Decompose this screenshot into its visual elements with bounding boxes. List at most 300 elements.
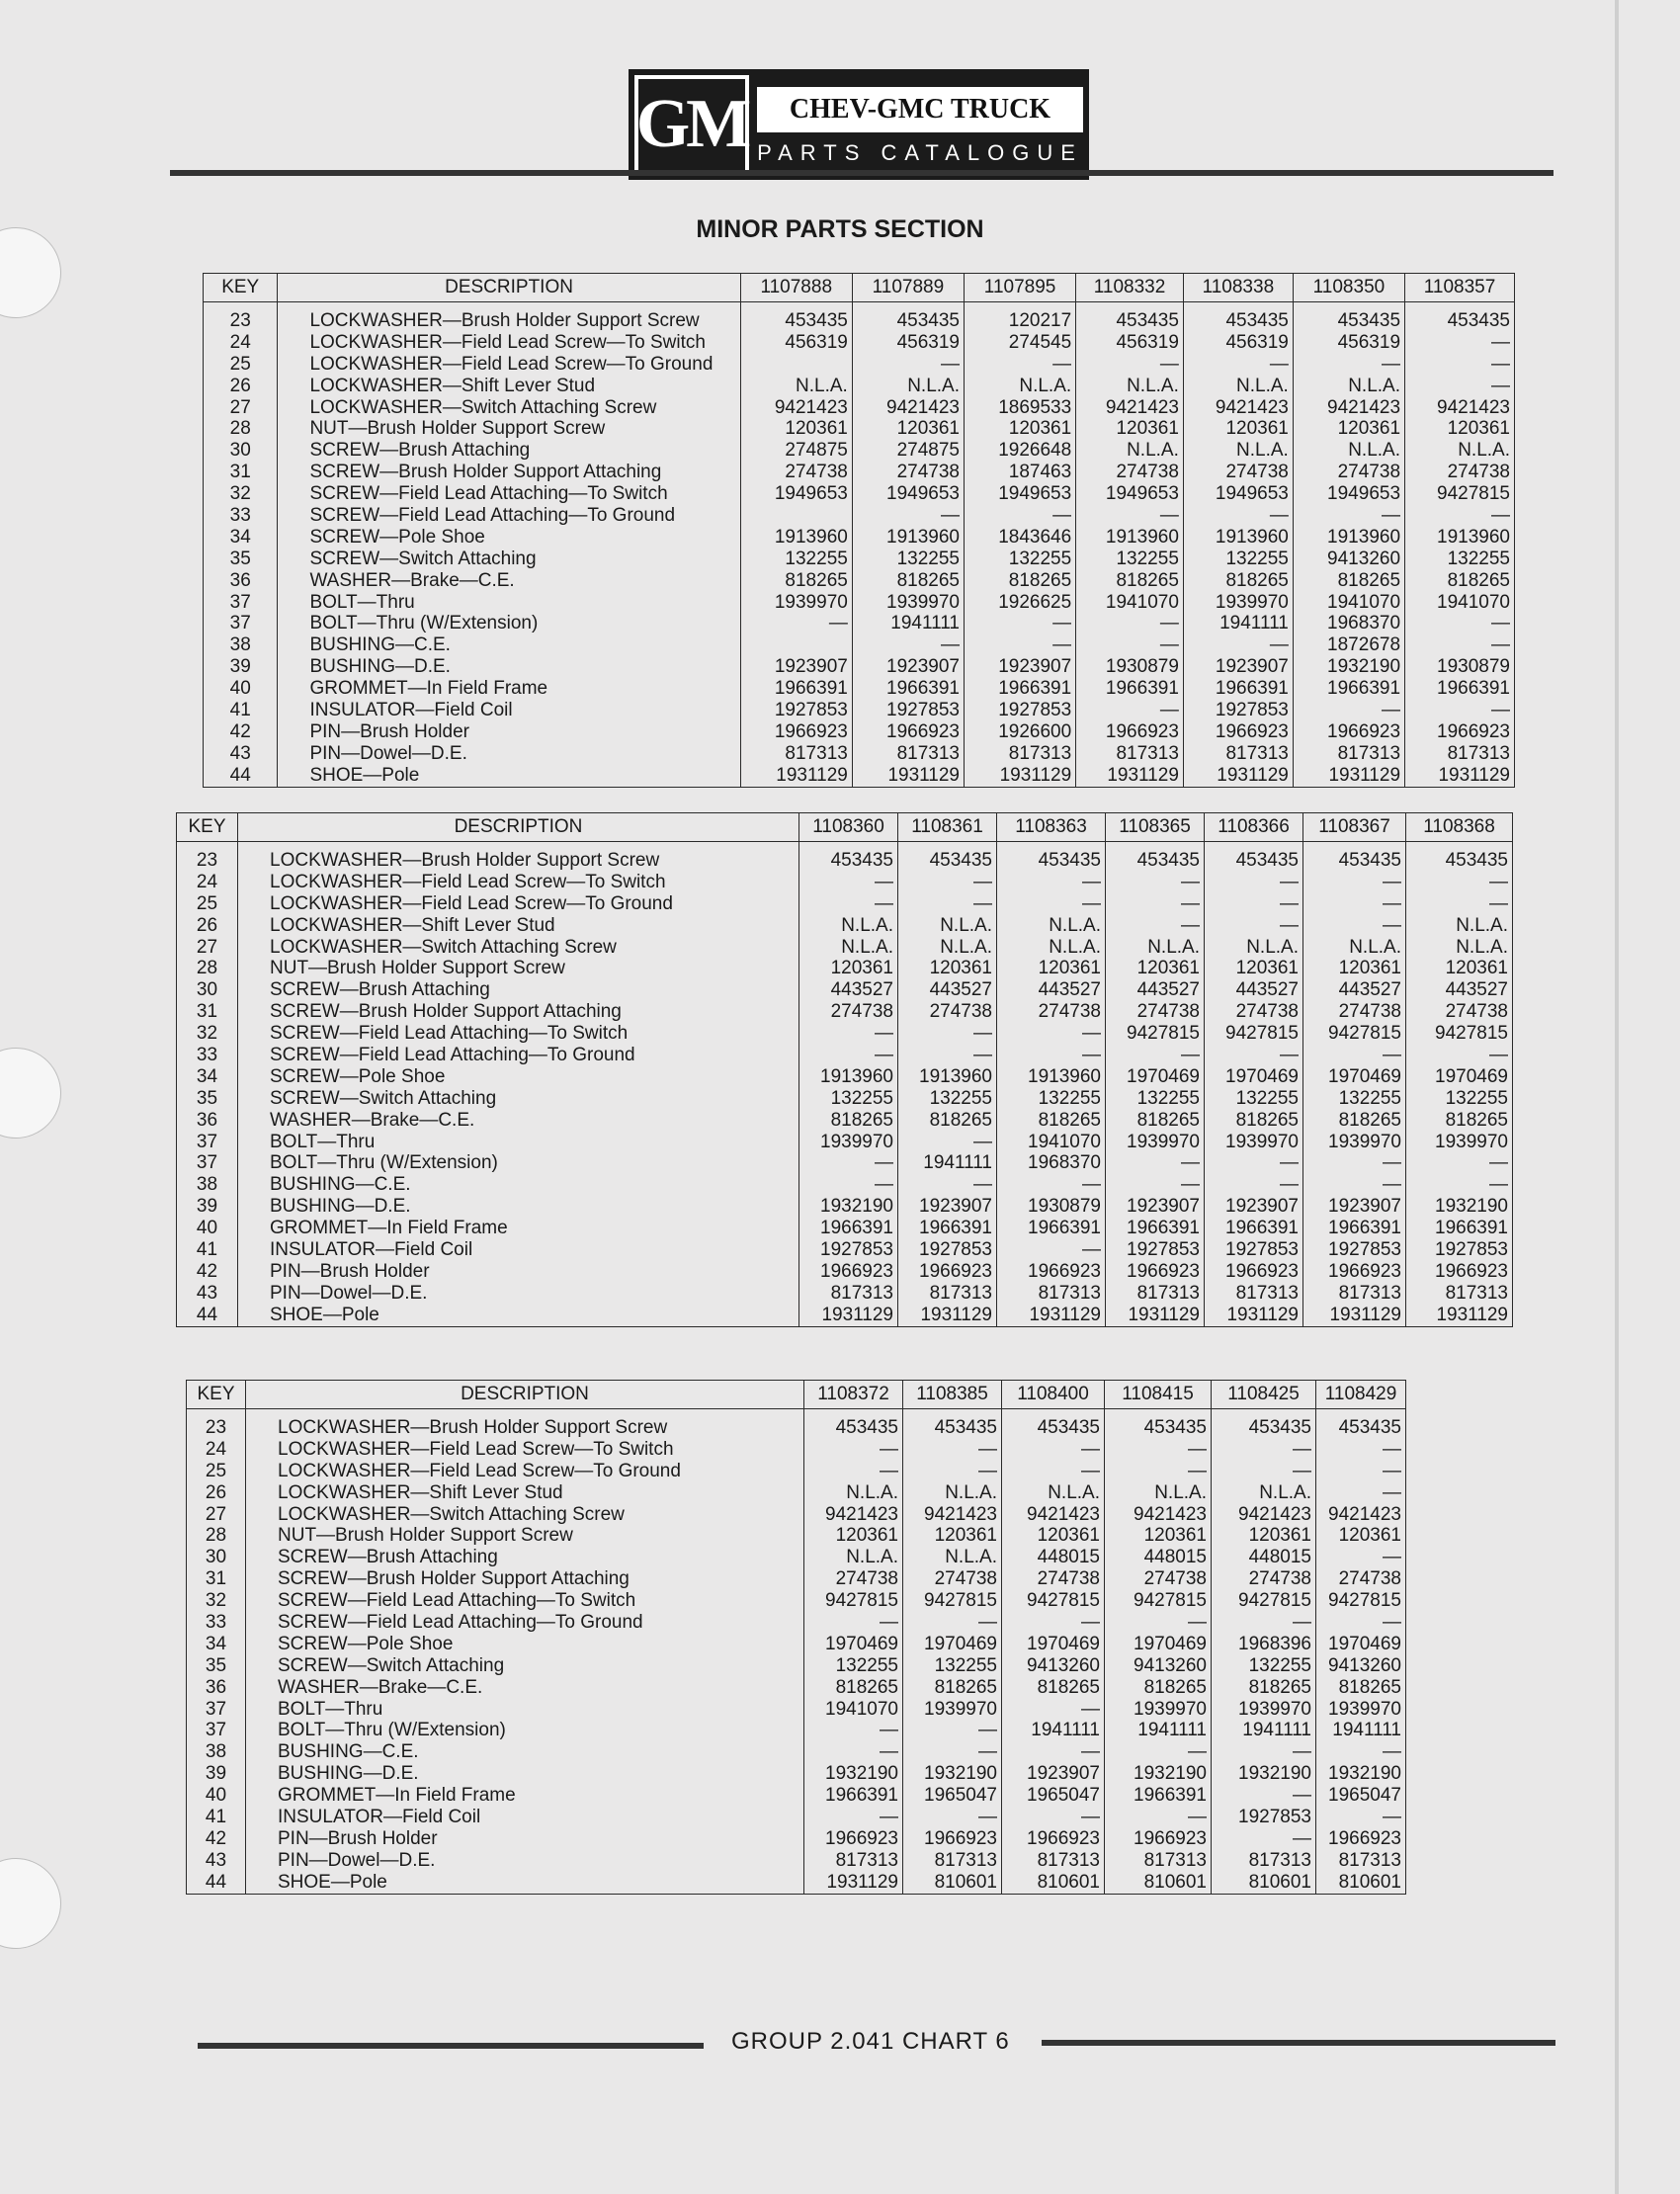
part-number-cell: — (1188, 1460, 1207, 1481)
key-cell: 32 (229, 483, 251, 505)
part-number-cell: 817313 (934, 1849, 997, 1871)
part-number-cell: 1970469 (1435, 1065, 1508, 1087)
part-number-cell: 1966923 (1127, 1260, 1200, 1282)
part-number-cell: 818265 (1445, 1109, 1508, 1131)
description-cell: SHOE—Pole (278, 1871, 387, 1893)
part-number-cell: 1872678 (1327, 634, 1401, 656)
part-number-cell: — (875, 1045, 893, 1066)
part-number-cell: 453435 (896, 310, 960, 331)
part-number-cell: — (880, 1720, 898, 1741)
part-number-cell: — (1081, 1807, 1100, 1828)
part-number-cell: 817313 (1337, 742, 1401, 764)
part-number-cell: 818265 (934, 1676, 997, 1698)
key-cell: 39 (229, 656, 251, 678)
description-cell: NUT—Brush Holder Support Screw (270, 958, 565, 979)
part-number-cell: 120361 (1136, 958, 1200, 979)
part-number-cell: 1939970 (774, 591, 848, 613)
part-number-cell: 1923907 (886, 656, 960, 678)
part-number-cell: — (1181, 914, 1200, 936)
part-number-cell: — (1082, 892, 1101, 914)
description-cell: INSULATOR—Field Coil (270, 1239, 473, 1261)
part-number-cell: N.L.A. (796, 375, 848, 396)
part-number-cell: 1913960 (1215, 526, 1289, 548)
part-number-cell: 1966923 (1225, 1260, 1299, 1282)
key-cell: 28 (205, 1525, 227, 1547)
key-cell: 41 (196, 1239, 218, 1261)
part-number-cell: 1931129 (1226, 1304, 1299, 1325)
part-number-cell: 443527 (1338, 979, 1401, 1001)
part-number-cell: 1966923 (825, 1827, 898, 1849)
part-number-cell: 9421423 (1328, 1503, 1401, 1525)
part-number-cell: 1968370 (1028, 1152, 1101, 1174)
part-number-cell: 1941111 (1031, 1720, 1100, 1741)
part-number-cell: 274738 (785, 462, 848, 483)
part-number-cell: 1930879 (1105, 656, 1179, 678)
part-number-column (1316, 1409, 1406, 1895)
description-cell: LOCKWASHER—Field Lead Screw—To Switch (270, 871, 666, 892)
part-number-cell: 1949653 (1327, 483, 1401, 505)
header-rule (170, 170, 1554, 176)
part-number-cell: 1927853 (998, 700, 1072, 721)
key-cell: 36 (229, 569, 251, 591)
key-cell: 36 (196, 1109, 218, 1131)
part-number-cell: — (828, 613, 848, 634)
key-cell: 33 (205, 1612, 227, 1634)
part-number-cell: 453435 (1337, 310, 1401, 331)
part-number-cell: 1913960 (774, 526, 848, 548)
part-number-cell: — (875, 1152, 893, 1174)
description-cell: LOCKWASHER—Switch Attaching Screw (278, 1503, 625, 1525)
part-number-cell: 1966391 (1437, 678, 1510, 700)
description-cell: SCREW—Switch Attaching (278, 1654, 505, 1676)
part-number-cell: 1970469 (1328, 1633, 1401, 1654)
part-number-column (1105, 1409, 1212, 1895)
part-number-cell: 1931129 (1128, 1304, 1200, 1325)
part-number-cell: 1939970 (924, 1698, 997, 1720)
gm-logo: GM (634, 75, 749, 174)
part-number-cell: 1869533 (998, 396, 1072, 418)
key-cell: 33 (196, 1045, 218, 1066)
part-number-cell: 120361 (830, 958, 893, 979)
description-cell: PIN—Dowel—D.E. (309, 742, 467, 764)
part-number-cell: N.L.A. (1348, 440, 1401, 462)
key-cell: 26 (205, 1481, 227, 1503)
part-number-cell: 120361 (835, 1525, 898, 1547)
description-cell: BOLT—Thru (W/Extension) (278, 1720, 506, 1741)
part-number-cell: 1927853 (774, 700, 848, 721)
part-number-column (1406, 842, 1513, 1327)
part-number-cell: — (1382, 700, 1401, 721)
part-number-cell: 818265 (1116, 569, 1179, 591)
part-number-cell: 810601 (1143, 1871, 1207, 1893)
part-number-cell: 132255 (1445, 1087, 1508, 1109)
part-number-cell: — (1489, 892, 1508, 914)
part-number-cell: 1931129 (999, 764, 1072, 786)
part-number-cell: 817313 (1037, 1849, 1100, 1871)
part-number-cell: N.L.A. (846, 1547, 898, 1568)
part-number-cell: 1970469 (1225, 1065, 1299, 1087)
part-number-cell: 818265 (1143, 1676, 1207, 1698)
key-cell: 32 (205, 1590, 227, 1612)
part-number-cell: — (1383, 1547, 1401, 1568)
part-number-cell: 120361 (1037, 1525, 1100, 1547)
key-cell: 43 (229, 742, 251, 764)
footer-rule-left (198, 2043, 704, 2049)
part-number-cell: 1966391 (774, 678, 848, 700)
description-cell: BOLT—Thru (W/Extension) (270, 1152, 498, 1174)
part-number-column (740, 302, 852, 788)
part-number-cell: — (973, 1023, 992, 1045)
part-number-cell: 453435 (1445, 850, 1508, 871)
part-number-cell: 9427815 (1435, 1023, 1508, 1045)
key-cell: 35 (229, 548, 251, 569)
key-column (187, 1409, 246, 1895)
part-number-cell: 132255 (896, 548, 960, 569)
part-number-cell: 1930879 (1028, 1196, 1101, 1218)
part-number-cell: — (1293, 1438, 1311, 1460)
part-number-cell: 132255 (934, 1654, 997, 1676)
part-number-cell: 448015 (1143, 1547, 1207, 1568)
part-number-cell: 818265 (1235, 1109, 1299, 1131)
section-title: MINOR PARTS SECTION (696, 215, 984, 243)
part-number-cell: — (1383, 1460, 1401, 1481)
part-number-cell: — (1382, 353, 1401, 375)
part-number-cell: — (1489, 871, 1508, 892)
key-cell: 26 (229, 375, 251, 396)
part-number-cell: 456319 (1225, 331, 1289, 353)
description-cell: BOLT—Thru (W/Extension) (309, 613, 539, 634)
part-number-cell: — (978, 1438, 997, 1460)
part-number-cell: — (1052, 505, 1072, 527)
part-number-cell: — (1082, 1045, 1101, 1066)
part-number-cell: — (1280, 871, 1299, 892)
part-number-cell: 120361 (934, 1525, 997, 1547)
key-cell: 42 (205, 1827, 227, 1849)
description-cell: LOCKWASHER—Shift Lever Stud (309, 375, 596, 396)
part-number-cell: 1970469 (1127, 1065, 1200, 1087)
part-number-cell: 1941111 (1219, 613, 1289, 634)
part-number-cell: 443527 (830, 979, 893, 1001)
description-cell: SCREW—Brush Holder Support Attaching (309, 462, 662, 483)
part-number-cell: 453435 (1136, 850, 1200, 871)
part-number-cell: 1931129 (826, 1871, 898, 1893)
part-number-cell: — (1082, 1174, 1101, 1196)
key-cell: 36 (205, 1676, 227, 1698)
part-number-cell: 1965047 (1027, 1785, 1100, 1807)
part-number-cell: — (978, 1612, 997, 1634)
key-cell: 38 (229, 634, 251, 656)
footer-rule-right (1042, 2040, 1555, 2046)
part-number-cell: 1966391 (1215, 678, 1289, 700)
part-number-cell: 810601 (1037, 1871, 1100, 1893)
part-number-cell: — (1269, 505, 1289, 527)
key-cell: 35 (205, 1654, 227, 1676)
key-cell: 34 (205, 1633, 227, 1654)
description-cell: WASHER—Brake—C.E. (270, 1109, 475, 1131)
part-number-cell: 1927853 (919, 1239, 992, 1261)
part-number-cell: 817313 (1445, 1282, 1508, 1304)
part-number-cell: 453435 (1447, 310, 1510, 331)
part-number-cell: 1927853 (1238, 1807, 1311, 1828)
part-number-cell: N.L.A. (1019, 375, 1072, 396)
part-number-column (804, 1409, 903, 1895)
part-number-cell: — (1052, 634, 1072, 656)
part-number-cell: 453435 (1037, 1417, 1100, 1438)
part-number-cell: 9421423 (1327, 396, 1401, 418)
part-number-cell: — (1181, 892, 1200, 914)
description-cell: SCREW—Field Lead Attaching—To Switch (309, 483, 668, 505)
part-number-column (1405, 302, 1515, 788)
part-number-cell: — (978, 1741, 997, 1763)
key-cell: 43 (196, 1282, 218, 1304)
description-cell: BOLT—Thru (278, 1698, 383, 1720)
part-number-cell: 274875 (785, 440, 848, 462)
part-number-cell: 453435 (1038, 850, 1101, 871)
part-number-cell: — (973, 1174, 992, 1196)
part-number-cell: 1931129 (821, 1304, 893, 1325)
part-number-cell: — (880, 1807, 898, 1828)
part-number-cell: 818265 (1248, 1676, 1311, 1698)
part-number-cell: 1966391 (1127, 1218, 1200, 1239)
part-number-cell: — (880, 1438, 898, 1460)
part-number-cell: 1966923 (774, 720, 848, 742)
part-number-cell: 1926600 (998, 720, 1072, 742)
part-number-cell: — (1081, 1612, 1100, 1634)
part-number-cell: 817313 (1235, 1282, 1299, 1304)
part-number-cell: 9421423 (1238, 1503, 1311, 1525)
part-number-cell: 448015 (1037, 1547, 1100, 1568)
part-number-cell: — (978, 1807, 997, 1828)
part-number-cell: 120361 (785, 418, 848, 440)
part-number-cell: — (1491, 375, 1510, 396)
key-cell: 27 (196, 936, 218, 958)
description-cell: PIN—Brush Holder (278, 1827, 438, 1849)
part-number-header: 1108425 (1212, 1381, 1316, 1409)
part-number-cell: 9421423 (1215, 396, 1289, 418)
description-cell: SCREW—Switch Attaching (309, 548, 537, 569)
part-number-cell: 1927853 (1215, 700, 1289, 721)
key-cell: 31 (229, 462, 251, 483)
part-number-column (965, 302, 1076, 788)
part-number-cell: 1939970 (1435, 1131, 1508, 1152)
part-number-cell: 443527 (929, 979, 992, 1001)
part-number-cell: — (1188, 1807, 1207, 1828)
key-cell: 37 (205, 1720, 227, 1741)
part-number-cell: 1932190 (825, 1763, 898, 1785)
part-number-cell: 132255 (929, 1087, 992, 1109)
part-number-cell: — (1383, 1438, 1401, 1460)
description-cell: INSULATOR—Field Coil (309, 700, 513, 721)
key-cell: 30 (196, 979, 218, 1001)
part-number-cell: 1966923 (1437, 720, 1510, 742)
part-number-cell: N.L.A. (945, 1547, 997, 1568)
part-number-cell: 1913960 (1437, 526, 1510, 548)
parts-table-3 (186, 1380, 1406, 1895)
part-number-cell: 1966923 (919, 1260, 992, 1282)
part-number-cell: 1966391 (1225, 1218, 1299, 1239)
part-number-header: 1108361 (898, 813, 997, 842)
part-number-cell: 132255 (1235, 1087, 1299, 1109)
part-number-cell (741, 634, 848, 656)
part-number-cell: 1941070 (1327, 591, 1401, 613)
part-number-header: 1108429 (1316, 1381, 1406, 1409)
part-number-cell: 1939970 (1134, 1698, 1207, 1720)
part-number-cell: 274738 (835, 1568, 898, 1590)
part-number-cell: 1970469 (924, 1633, 997, 1654)
part-number-cell: 1923907 (1027, 1763, 1100, 1785)
part-number-header: 1108363 (997, 813, 1106, 842)
part-number-cell: 818265 (1337, 569, 1401, 591)
part-number-cell: — (1489, 1045, 1508, 1066)
part-number-cell: — (1383, 914, 1401, 936)
part-number-cell: 818265 (1037, 1676, 1100, 1698)
description-cell: SHOE—Pole (309, 764, 420, 786)
description-cell: SHOE—Pole (270, 1304, 379, 1325)
part-number-cell: 817313 (1038, 1282, 1101, 1304)
part-number-cell: 9427815 (1437, 483, 1510, 505)
part-number-cell: 120361 (1038, 958, 1101, 979)
part-number-cell: 1949653 (774, 483, 848, 505)
part-number-cell: N.L.A. (1458, 440, 1510, 462)
description-cell: LOCKWASHER—Brush Holder Support Screw (309, 310, 700, 331)
part-number-cell: — (1188, 1612, 1207, 1634)
part-number-cell: 818265 (896, 569, 960, 591)
part-number-cell: 443527 (1136, 979, 1200, 1001)
part-number-cell: 9421423 (825, 1503, 898, 1525)
part-number-cell: 9427815 (1027, 1590, 1100, 1612)
part-number-cell: 274738 (1338, 1001, 1401, 1023)
part-number-cell: 1932190 (1328, 1763, 1401, 1785)
part-number-cell: 274738 (1338, 1568, 1401, 1590)
part-number-cell: 1923907 (1225, 1196, 1299, 1218)
part-number-cell: 132255 (785, 548, 848, 569)
part-number-cell: 453435 (835, 1417, 898, 1438)
part-number-cell: 818265 (835, 1676, 898, 1698)
description-cell: LOCKWASHER—Field Lead Screw—To Ground (309, 353, 714, 375)
key-cell: 32 (196, 1023, 218, 1045)
part-number-cell: 187463 (1008, 462, 1072, 483)
part-number-cell: 818265 (929, 1109, 992, 1131)
key-cell: 23 (196, 850, 218, 871)
key-cell: 31 (205, 1568, 227, 1590)
part-number-cell: 1966391 (1028, 1218, 1101, 1239)
part-number-cell: 1931129 (776, 764, 848, 786)
part-number-cell: 1923907 (998, 656, 1072, 678)
part-number-cell: N.L.A. (1147, 936, 1200, 958)
part-number-cell: 1941111 (1332, 1720, 1401, 1741)
part-number-cell: 1966923 (1327, 720, 1401, 742)
key-cell: 23 (205, 1417, 227, 1438)
key-cell: 34 (229, 526, 251, 548)
part-number-cell: 1932190 (924, 1763, 997, 1785)
part-number-cell: 1970469 (1328, 1065, 1401, 1087)
part-number-cell: — (1293, 1827, 1311, 1849)
part-number-cell: — (1383, 1481, 1401, 1503)
part-number-cell: 1932190 (1238, 1763, 1311, 1785)
description-cell: LOCKWASHER—Field Lead Screw—To Switch (278, 1438, 674, 1460)
part-number-cell: 456319 (1337, 331, 1401, 353)
part-number-cell: 1926625 (998, 591, 1072, 613)
part-number-cell: N.L.A. (841, 914, 893, 936)
part-number-cell: — (1052, 353, 1072, 375)
part-number-cell: 818265 (1008, 569, 1072, 591)
part-number-column (903, 1409, 1002, 1895)
part-number-cell: 1966391 (1435, 1218, 1508, 1239)
part-number-cell: — (875, 892, 893, 914)
table-body-row (177, 842, 1513, 1327)
part-number-cell: 453435 (929, 850, 992, 871)
part-number-cell: — (1188, 1741, 1207, 1763)
part-number-cell: 448015 (1248, 1547, 1311, 1568)
part-number-cell: 817313 (1143, 1849, 1207, 1871)
part-number-cell: 817313 (1447, 742, 1510, 764)
description-cell: BUSHING—D.E. (278, 1763, 419, 1785)
description-cell: LOCKWASHER—Shift Lever Stud (270, 914, 555, 936)
part-number-cell: 1923907 (1215, 656, 1289, 678)
binder-hole (0, 1858, 61, 1949)
part-number-cell: 1966923 (1134, 1827, 1207, 1849)
part-number-cell: 274738 (1248, 1568, 1311, 1590)
part-number-cell: N.L.A. (1236, 440, 1289, 462)
part-number-cell: — (875, 1023, 893, 1045)
key-cell: 43 (205, 1849, 227, 1871)
part-number-cell: 274875 (896, 440, 960, 462)
part-number-header: 1108366 (1205, 813, 1303, 842)
part-number-cell: 9427815 (1238, 1590, 1311, 1612)
part-number-cell: 132255 (835, 1654, 898, 1676)
description-cell: LOCKWASHER—Field Lead Screw—To Switch (309, 331, 706, 353)
part-number-cell: 817313 (835, 1849, 898, 1871)
part-number-header: 1107889 (852, 274, 964, 302)
part-number-cell: 1926648 (998, 440, 1072, 462)
parts-table-1 (203, 273, 1515, 788)
part-number-cell: 9421423 (924, 1503, 997, 1525)
key-cell: 24 (229, 331, 251, 353)
part-number-header: 1108372 (804, 1381, 903, 1409)
part-number-cell: 1966923 (1028, 1260, 1101, 1282)
part-number-cell: 9427815 (924, 1590, 997, 1612)
part-number-cell (741, 505, 848, 527)
part-number-cell: 120361 (1143, 1525, 1207, 1547)
key-cell: 39 (196, 1196, 218, 1218)
part-number-cell: 810601 (1248, 1871, 1311, 1893)
part-number-cell: — (1383, 871, 1401, 892)
part-number-cell: 1966391 (886, 678, 960, 700)
description-cell: BUSHING—D.E. (270, 1196, 411, 1218)
part-number-cell: 1939970 (1328, 1131, 1401, 1152)
part-number-cell: 1970469 (1027, 1633, 1100, 1654)
part-number-cell: — (1383, 1174, 1401, 1196)
part-number-cell: 9421423 (1134, 1503, 1207, 1525)
part-number-cell: 132255 (1038, 1087, 1101, 1109)
part-number-cell: 1966391 (1328, 1218, 1401, 1239)
part-number-cell: 9427815 (1328, 1023, 1401, 1045)
part-number-cell: N.L.A. (1049, 914, 1101, 936)
part-number-cell: 817313 (785, 742, 848, 764)
key-cell: 39 (205, 1763, 227, 1785)
part-number-cell: — (1181, 871, 1200, 892)
key-cell: 31 (196, 1001, 218, 1023)
part-number-cell: — (1491, 700, 1510, 721)
part-number-cell: 274738 (830, 1001, 893, 1023)
part-number-cell: — (1159, 634, 1179, 656)
part-number-cell: 1966923 (1027, 1827, 1100, 1849)
catalogue-subtitle: PARTS CATALOGUE (757, 140, 1083, 165)
part-number-cell: 453435 (1225, 310, 1289, 331)
key-cell: 42 (229, 720, 251, 742)
key-cell: 28 (196, 958, 218, 979)
description-cell: GROMMET—In Field Frame (270, 1218, 508, 1239)
